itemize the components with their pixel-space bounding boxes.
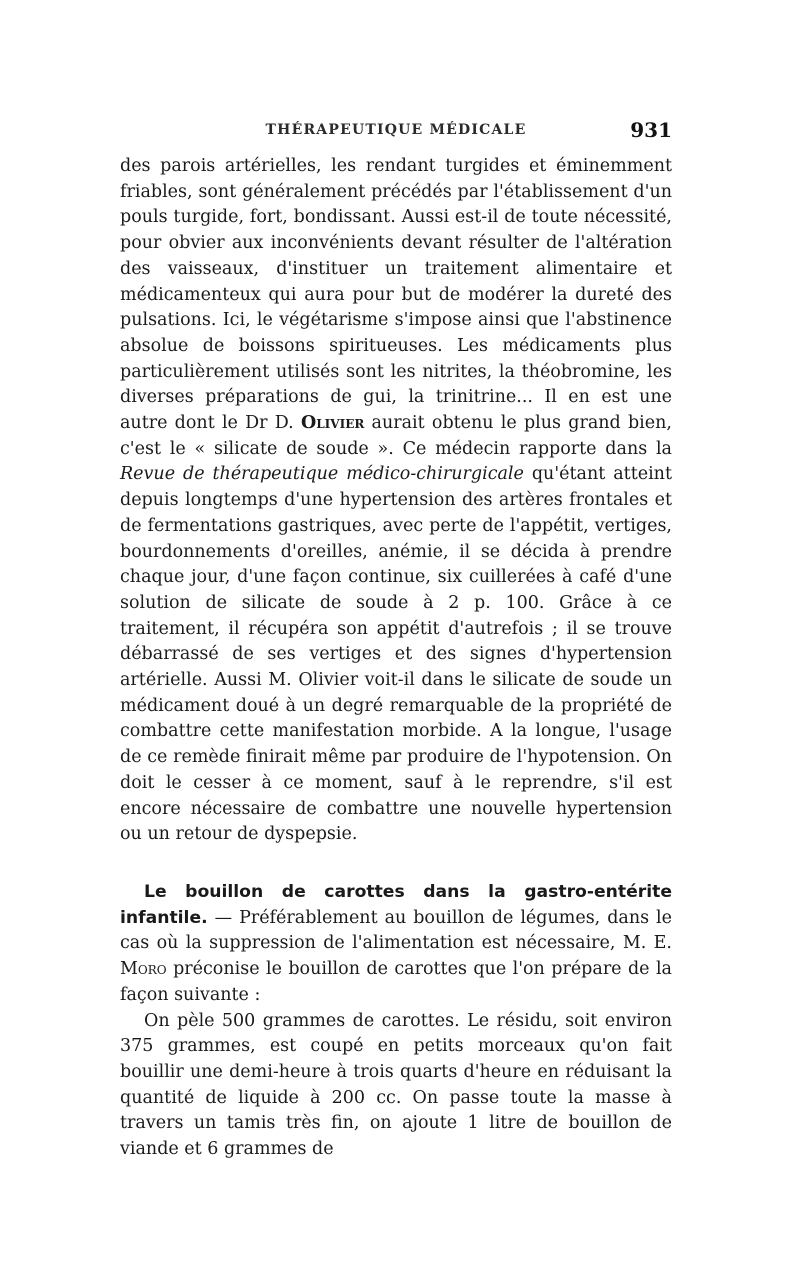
title-dash: — [207,907,240,928]
doctor-prefix: Dr D. [245,413,294,434]
author-name: Moro [120,959,167,980]
paragraph-text: aurait obtenu le plus grand bien, c'est le « silicate de soude ». Ce médecin rapporte dans la [120,413,672,459]
section-gap [120,848,672,880]
paragraph-carottes [120,880,672,1009]
journal-title: Revue de thérapeutique médico-chirurgicale [120,464,524,485]
paragraph-silicate [120,154,672,848]
paragraph-text: qu'étant atteint depuis longtemps d'une hypertension des artères frontales et de fermentations gastriques, avec perte de l'appétit, vertiges, bourdonnements d'oreilles, anémie, il se décida à prendre chaque jour, d'une façon continue, six cuillerées à café d'une solution de silicate de soude à 2 p. 100. Grâce à ce traitement, il récupéra son appétit d'autrefois ; il se trouve débarrassé de ses vertiges et des signes d'hypertension artérielle. Aussi M. Olivier voit-il dans le silicate de soude un médicament doué à un degré remarquable de la propriété de combattre cette manifestation morbide. A la longue, l'usage de ce remède finirait même par produire de l'hypotension. On doit le cesser à ce moment, sauf à le reprendre, s'il est encore nécessaire de combattre une nouvelle hypertension ou un retour de dyspepsie. [120,464,672,845]
doctor-name: Olivier [300,413,365,434]
book-page [120,118,672,1163]
paragraph-text: Préférablement au bouillon de légumes, dans le cas où la suppression de l'alimentation est nécessaire, M. E. [120,907,672,954]
paragraph-recipe: On pèle 500 grammes de carottes. Le résidu, soit environ 375 grammes, est coupé en petits morceaux qu'on fait bouillir une demi-heure à trois quarts d'heure en réduisant la quantité de liquide à 200 cc. On passe toute la masse à travers un tamis très fin, on ajoute 1 litre de bouillon de viande et 6 grammes de [120,1010,672,1160]
paragraph-text: des parois artérielles, les rendant turgides et éminemment friables, sont généralement précédés par l'établissement d'un pouls turgide, fort, bondissant. Aussi est-il de toute nécessité, pour obvier aux inconvénients devant résulter de l'altération des vaisseaux, d'instituer un traitement alimentaire et médicamenteux qui aura pour but de modérer la dureté des pulsations. Ici, le végétarisme s'impose ainsi que l'abstinence absolue de boissons spiritueuses. Les médicaments plus particulièrement utilisés sont les nitrites, la théobromine, les diverses préparations de gui, la trinitrine... Il en est une autre dont le [120,156,672,434]
paragraph-text: préconise le bouillon de carottes que l'on prépare de la façon suivante : [120,959,672,1005]
page-number: 931 [630,118,672,142]
body-text [120,154,672,1163]
section-title: Le bouillon de carottes dans la gastro-entérite infantile. [120,881,672,928]
running-head [120,118,672,146]
running-title: THÉRAPEUTIQUE MÉDICALE [265,122,527,138]
